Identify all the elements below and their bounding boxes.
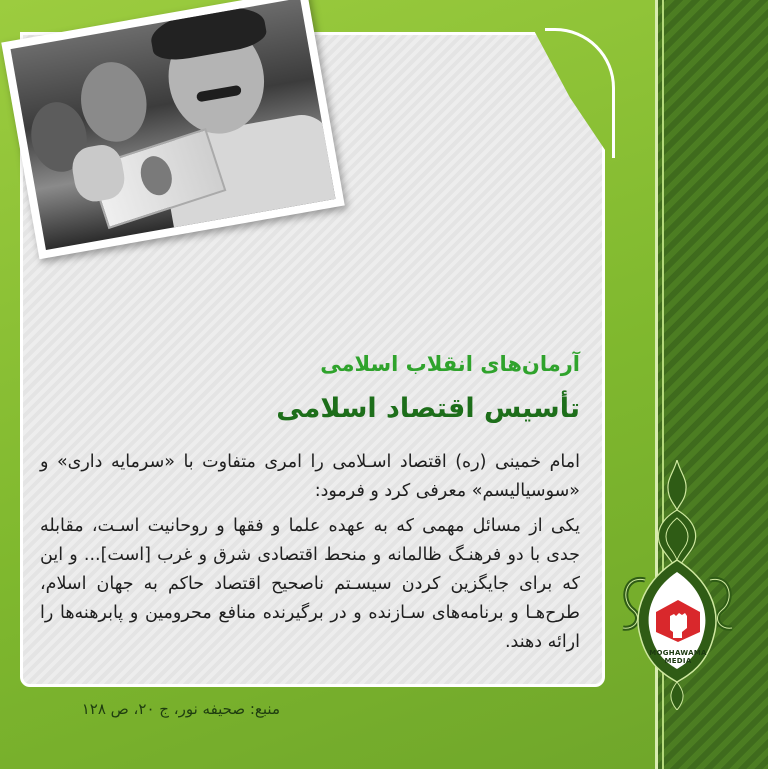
source-citation: منبع: صحیفه نور، ج ۲۰، ص ۱۲۸ (81, 700, 280, 718)
ornament-icon (615, 460, 740, 710)
paragraph-intro: امام خمینی (ره) اقتصاد اسـلامی را امری متفاوت با «سرمایه داری» و «سوسیالیسم» معرفی کرد و فرمود: (40, 452, 580, 501)
subtitle: آرمان‌های انقلاب اسلامی (320, 352, 580, 376)
text-block (40, 350, 580, 663)
photo-content (11, 0, 336, 250)
paragraph-quote: یکی از مسائل مهمی که به عهده علما و فقها و روحانیت اسـت، مقابله جدی با دو فرهنـگ ظالمانه و منحط اقتصادی شرق و غرب [است]... و این که برای جایگزین کردن سیسـتم ناصحیح اقتصاد حاکم به جهان اسلام، طرح‌هـا و برنامه‌های سـازنده و در برگیرنده منافع محرومین و پابرهنه‌ها را ارائه دهند. (40, 516, 580, 652)
photo-person-middle (75, 57, 153, 147)
logo-label: MOGHAWAMA MEDIA (649, 649, 707, 665)
card-corner-curve (545, 28, 615, 158)
banknote-portrait (136, 152, 177, 199)
title: تأسیس اقتصاد اسلامی (276, 393, 580, 424)
raised-fist-logo-icon (652, 598, 704, 644)
